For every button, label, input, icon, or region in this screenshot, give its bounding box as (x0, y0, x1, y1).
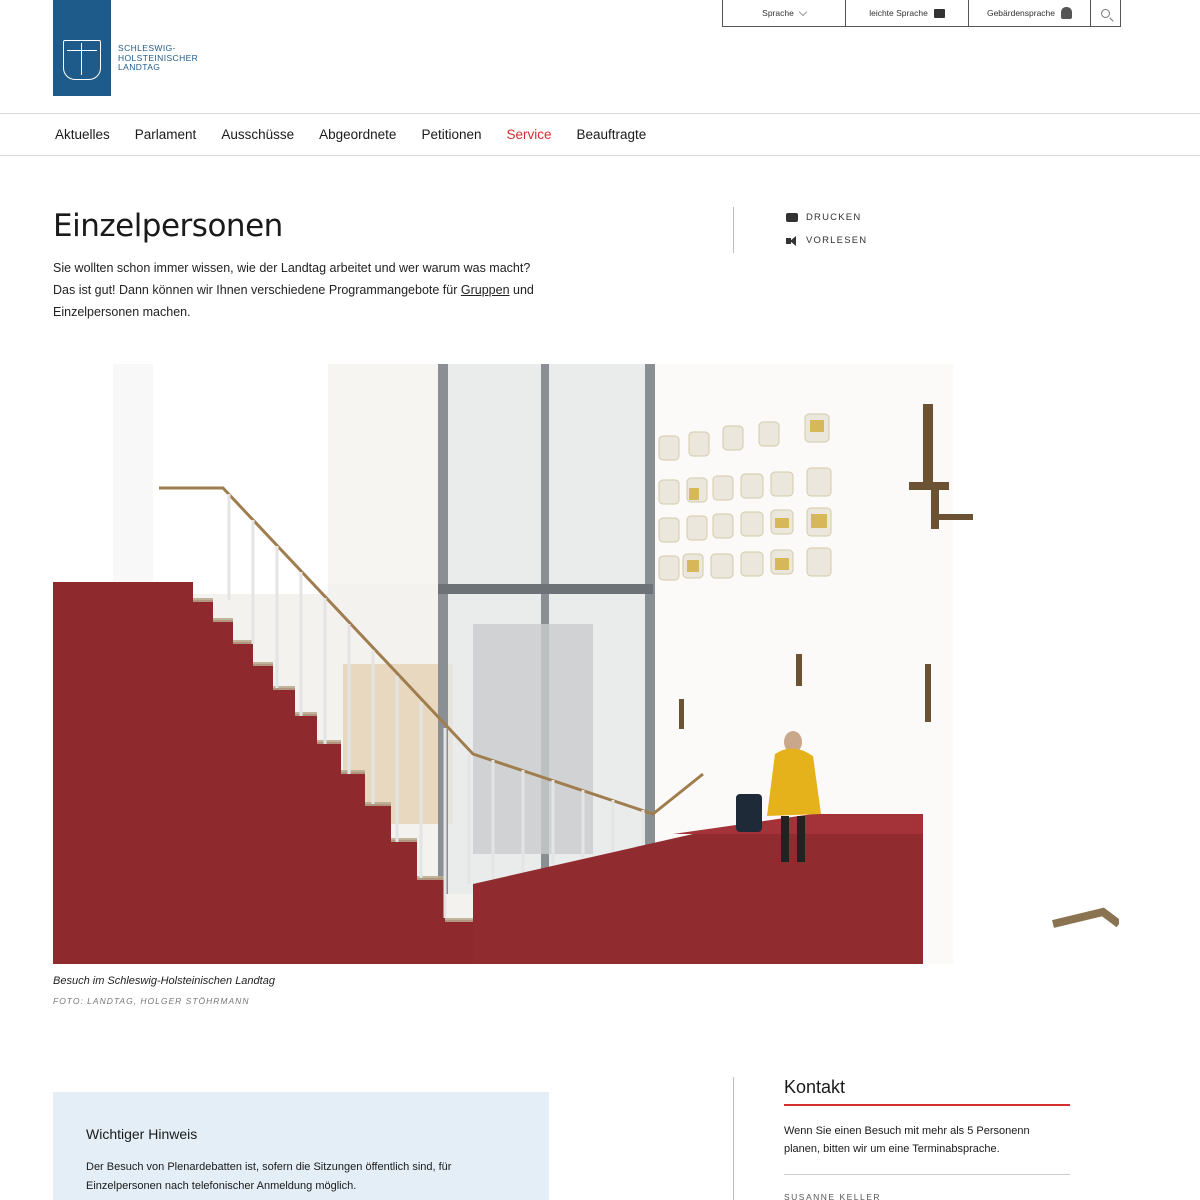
chevron-down-icon (799, 7, 807, 15)
nav-item-ausschuesse[interactable]: Ausschüsse (221, 127, 295, 142)
notice-text: Der Besuch von Plenardebatten ist, sofern die Sitzungen öffentlich sind, für Einzelpersonen nach telefonischer Anmeldung möglich. (86, 1161, 452, 1192)
contact-divider (733, 1077, 734, 1200)
staircase-photo (53, 364, 1119, 964)
logo-line-1: SCHLESWIG- (118, 43, 176, 53)
book-icon (934, 9, 945, 18)
side-divider (733, 207, 734, 253)
sign-language-label: Gebärdensprache (986, 8, 1056, 18)
language-label: Sprache (762, 8, 794, 18)
groups-link[interactable]: Gruppen (460, 283, 510, 297)
landtag-logo[interactable] (53, 0, 111, 96)
speaker-icon (786, 236, 798, 246)
intro-text (53, 257, 553, 323)
print-button[interactable] (786, 212, 861, 223)
printer-icon (786, 213, 798, 222)
contact-separator (784, 1174, 1070, 1175)
coat-of-arms-icon (63, 40, 101, 80)
image-caption: Besuch im Schleswig-Holsteinischen Landtag (53, 975, 275, 987)
sign-language-link[interactable] (969, 0, 1091, 26)
print-label: DRUCKEN (806, 212, 862, 223)
search-icon (1101, 9, 1110, 18)
hero-image (53, 364, 1119, 964)
logo-line-3: LANDTAG (118, 62, 161, 72)
nav-item-abgeordnete[interactable]: Abgeordnete (319, 127, 397, 142)
contact-person-name: SUSANNE KELLER (784, 1192, 882, 1200)
search-button[interactable] (1091, 0, 1120, 26)
logo-line-2: HOLSTEINISCHER (118, 52, 199, 63)
intro-text-start: Sie wollten schon immer wissen, wie der Landtag arbeitet und wer warum was macht? Das ist gut! Dann können wir Ihnen verschiedene Programmangebote für (53, 261, 531, 297)
nav-item-service[interactable]: Service (506, 127, 552, 142)
hand-icon (1061, 7, 1072, 19)
read-aloud-label: VORLESEN (806, 235, 868, 246)
main-navigation (0, 114, 1200, 156)
nav-item-petitionen[interactable]: Petitionen (421, 127, 482, 142)
nav-item-parlament[interactable]: Parlament (134, 127, 197, 142)
language-selector[interactable] (723, 0, 846, 26)
intro-text-end: und Einzelpersonen machen. (53, 283, 534, 319)
contact-title: Kontakt (784, 1077, 1070, 1106)
easy-language-link[interactable] (846, 0, 969, 26)
page-title: Einzelpersonen (53, 208, 283, 244)
logo-wordmark[interactable] (118, 44, 238, 73)
nav-item-aktuelles[interactable]: Aktuelles (55, 127, 110, 142)
nav-item-beauftragte[interactable]: Beauftragte (576, 127, 647, 142)
easy-language-label: leichte Sprache (869, 8, 928, 18)
photo-credit: FOTO: LANDTAG, HOLGER STÖHRMANN (53, 996, 250, 1006)
notice-title: Wichtiger Hinweis (86, 1126, 198, 1142)
contact-text: Wenn Sie einen Besuch mit mehr als 5 Personenn planen, bitten wir um eine Terminabsprache. (784, 1125, 1030, 1155)
utility-bar (722, 0, 1121, 27)
site-header (0, 0, 1200, 114)
read-aloud-button[interactable] (786, 235, 867, 246)
notice-box (53, 1092, 549, 1200)
